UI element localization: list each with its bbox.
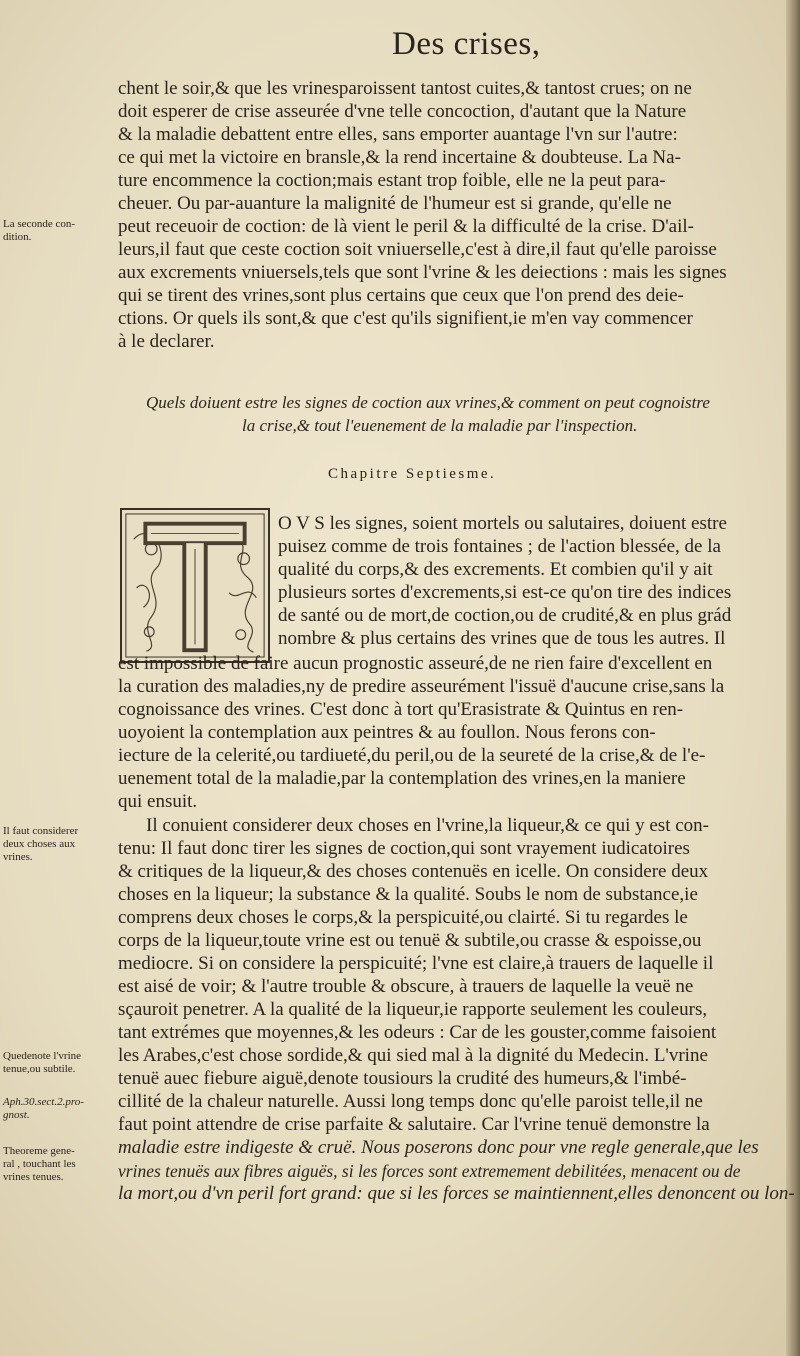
text-line: iecture de la celerité,ou tardiueté,du peril,ou de la seureté de la crise,& de l'e- <box>118 745 706 766</box>
text-line: la mort,ou d'vn peril fort grand: que si les forces se maintiennent,elles denoncent ou lon- <box>118 1183 795 1204</box>
text-line: qualité du corps,& des excrements. Et combien qu'il y ait <box>278 559 713 580</box>
margin-note: vrines. <box>3 851 33 863</box>
text-line: les Arabes,c'est chose sordide,& qui sied mal à la dignité du Medecin. L'vrine <box>118 1045 708 1066</box>
text-line: est aisé de voir; & l'autre trouble & obscure, à trauers de laquelle la veuë ne <box>118 976 694 997</box>
margin-note: ral , touchant les <box>3 1158 76 1170</box>
text-line: ctions. Or quels ils sont,& que c'est qu'ils signifient,ie m'en vay commencer <box>118 308 693 329</box>
text-line: cheuer. Ou par-auanture la malignité de l'humeur est si grande, qu'elle ne <box>118 193 672 214</box>
text-line: est impossible de faire aucun prognostic asseuré,de ne rien faire d'excellent en <box>118 653 713 674</box>
text-line: chent le soir,& que les vrinesparoissent tantost cuites,& tantost crues; on ne <box>118 78 692 99</box>
text-line: qui se tirent des vrines,sont plus certains que ceux que l'on prend des deie- <box>118 285 684 306</box>
margin-note: tenue,ou subtile. <box>3 1063 76 1075</box>
text-line: de santé ou de mort,de coction,ou de crudité,& en plus grád <box>278 605 732 626</box>
text-line: uoyoient la contemplation aux peintres & au foullon. Nous ferons con- <box>118 722 656 743</box>
text-line: cillité de la chaleur naturelle. Aussi long temps donc qu'elle paroist telle,il ne <box>118 1091 703 1112</box>
text-line: puisez comme de trois fontaines ; de l'action blessée, de la <box>278 536 721 557</box>
text-line: sçauroit penetrer. A la qualité de la liqueur,ie rapporte seulement les couleurs, <box>118 999 708 1020</box>
margin-note: Il faut considerer <box>3 825 79 837</box>
margin-note: Aph.30.sect.2.pro- <box>3 1096 84 1108</box>
margin-note: Theoreme gene- <box>3 1145 75 1157</box>
text-line: nombre & plus certains des vrines que de tous les autres. Il <box>278 628 726 649</box>
text-line: choses en la liqueur; la substance & la qualité. Soubs le nom de substance,ie <box>118 884 698 905</box>
text-line: ce qui met la victoire en bransle,& la rend incertaine & doubteuse. La Na- <box>118 147 681 168</box>
text-line: la curation des maladies,ny de predire asseurément l'issuë d'aucune crise,sans la <box>118 676 725 697</box>
text-line: faut point attendre de crise parfaite & salutaire. Car l'vrine tenuë demonstre la <box>118 1114 710 1135</box>
text-line: ture encommence la coction;mais estant trop foible, elle ne la peut para- <box>118 170 666 191</box>
text-line: & critiques de la liqueur,& des choses contenuës en icelle. On considere deux <box>118 861 709 882</box>
text-line: vrines tenuës aux fibres aiguës, si les forces sont extremement debilitées, menacent ou de <box>118 1161 741 1181</box>
text-line: leurs,il faut que ceste coction soit vniuerselle,c'est à dire,il faut qu'elle paroisse <box>118 239 717 260</box>
text-line: doit esperer de crise asseurée d'vne telle concoction, d'autant que la Nature <box>118 101 687 122</box>
text-line: cognoissance des vrines. C'est donc à tort qu'Erasistrate & Quintus en ren- <box>118 699 684 720</box>
text-line: Il conuient considerer deux choses en l'vrine,la liqueur,& ce qui y est con- <box>146 815 709 836</box>
running-header: Des crises, <box>392 26 541 62</box>
text-line: & la maladie debattent entre elles, sans emporter auantage l'vn sur l'autre: <box>118 124 678 145</box>
section-subtitle: la crise,& tout l'euenement de la maladie par l'inspection. <box>242 416 638 435</box>
margin-note: deux choses aux <box>3 838 76 850</box>
page-edge <box>786 0 800 1356</box>
margin-note: Quedenote l'vrine <box>3 1050 82 1062</box>
decorated-initial-t <box>120 508 270 663</box>
margin-note: La seconde con- <box>3 218 76 230</box>
margin-note: vrines tenues. <box>3 1171 64 1183</box>
margin-note: gnost. <box>3 1109 30 1121</box>
section-subtitle: Quels doiuent estre les signes de coction aux vrines,& comment on peut cognoistre <box>146 393 710 412</box>
margin-note: dition. <box>3 231 32 243</box>
text-line: aux excrements vniuersels,tels que sont l'vrine & les deiections : mais les signes <box>118 262 727 283</box>
text-line: qui ensuit. <box>118 791 198 812</box>
text-line: plusieurs sortes d'excrements,si est-ce qu'on tire des indices <box>278 582 732 603</box>
text-line: tenu: Il faut donc tirer les signes de coction,qui sont vrayement iudicatoires <box>118 838 690 859</box>
text-line: maladie estre indigeste & cruë. Nous poserons donc pour vne regle generale,que les <box>118 1137 759 1158</box>
text-line: tant extrémes que moyennes,& les odeurs : Car de les gouster,comme faisoient <box>118 1022 717 1043</box>
text-line: tenuë auec fiebure aiguë,denote tousiours la crudité des humeurs,& l'imbé- <box>118 1068 687 1089</box>
chapter-heading: Chapitre Septiesme. <box>328 466 497 482</box>
text-line: O V S les signes, soient mortels ou salutaires, doiuent estre <box>278 513 727 534</box>
text-line: corps de la liqueur,toute vrine est ou tenuë & subtile,ou crasse & espoisse,ou <box>118 930 702 951</box>
text-line: mediocre. Si on considere la perspicuité; l'vne est claire,à trauers de laquelle il <box>118 953 714 974</box>
ornament-initial-icon <box>122 510 268 661</box>
text-line: peut receuoir de coction: de là vient le peril & la difficulté de la crise. D'ail- <box>118 216 695 237</box>
text-line: comprens deux choses le corps,& la perspicuité,ou clairté. Si tu regardes le <box>118 907 688 928</box>
text-line: uenement total de la maladie,par la contemplation des vrines,en la maniere <box>118 768 686 789</box>
text-line: à le declarer. <box>118 331 215 352</box>
